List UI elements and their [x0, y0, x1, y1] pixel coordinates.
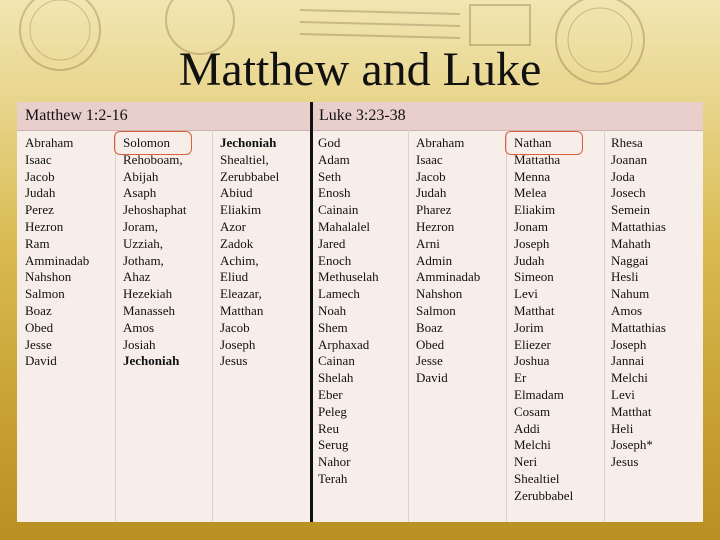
column-separator — [115, 130, 116, 522]
name-entry: Isaac — [416, 151, 443, 167]
name-entry: Levi — [514, 286, 538, 302]
name-entry: Eliakim — [220, 202, 262, 218]
name-entry: Neri — [514, 454, 538, 470]
name-entry: Simeon — [514, 269, 554, 285]
name-entry: Lamech — [318, 286, 360, 302]
matthew-column-2 — [123, 135, 187, 370]
name-entry: Jannai — [611, 353, 645, 369]
name-entry: God — [318, 135, 341, 150]
column-separator — [408, 130, 409, 522]
name-entry: Adam — [318, 151, 350, 167]
name-entry: Melchi — [611, 370, 648, 386]
name-entry: Azor — [220, 218, 246, 234]
name-entry: Mahalalel — [318, 218, 370, 234]
name-entry: Cainain — [318, 202, 359, 218]
name-entry: Asaph — [123, 185, 157, 201]
name-entry: Salmon — [25, 286, 65, 302]
name-entry: Admin — [416, 252, 453, 268]
name-entry: Obed — [25, 319, 54, 335]
name-entry: Shealtiel, — [220, 151, 269, 167]
column-separator — [212, 130, 213, 522]
name-entry: Addi — [514, 420, 540, 436]
name-entry: Isaac — [25, 151, 52, 167]
name-entry: Josech — [611, 185, 646, 201]
name-entry: Hesli — [611, 269, 639, 285]
name-entry: Mattathias — [611, 218, 666, 234]
name-entry: Joda — [611, 168, 635, 184]
name-entry: Nathan — [514, 135, 552, 150]
matthew-column-1 — [25, 135, 89, 370]
name-entry: Arphaxad — [318, 336, 370, 352]
name-entry: Rehoboam, — [123, 151, 183, 167]
name-entry: Jonam — [514, 218, 548, 234]
name-entry: David — [416, 370, 448, 386]
name-entry: Judah — [416, 185, 447, 201]
name-entry: Eliud — [220, 269, 249, 285]
name-entry: Jacob — [220, 319, 250, 335]
name-entry: Methuselah — [318, 269, 379, 285]
solomon-highlight-box — [114, 131, 192, 155]
name-entry: Mattathias — [611, 319, 666, 335]
name-entry: Enoch — [318, 252, 352, 268]
name-entry: Uzziah, — [123, 235, 164, 251]
luke-column-3 — [514, 135, 573, 505]
name-entry: Menna — [514, 168, 551, 184]
name-entry: Melchi — [514, 437, 551, 453]
name-entry: Matthat — [514, 302, 555, 318]
name-entry: Shem — [318, 319, 348, 335]
name-entry: Jesus — [611, 454, 639, 470]
name-entry: Nahor — [318, 454, 351, 470]
name-entry: Rhesa — [611, 135, 643, 150]
name-entry: Jesse — [25, 336, 52, 352]
name-entry: Amminadab — [25, 252, 90, 268]
name-entry: Boaz — [25, 302, 52, 318]
name-entry: Jehoshaphat — [123, 202, 187, 218]
name-entry: Jesse — [416, 353, 443, 369]
name-entry: Manasseh — [123, 302, 175, 318]
name-entry: Joshua — [514, 353, 550, 369]
name-entry: Jorim — [514, 319, 544, 335]
name-entry: Matthat — [611, 403, 652, 419]
name-entry: Levi — [611, 386, 635, 402]
name-entry: Zadok — [220, 235, 254, 251]
name-entry: Nahum — [611, 286, 650, 302]
name-entry: Abiud — [220, 185, 253, 201]
name-entry: Boaz — [416, 319, 443, 335]
name-entry: Arni — [416, 235, 440, 251]
name-entry: Eleazar, — [220, 286, 262, 302]
column-separator — [604, 130, 605, 522]
name-entry: Josiah — [123, 336, 156, 352]
name-entry: Ram — [25, 235, 50, 251]
name-entry: Jotham, — [123, 252, 164, 268]
name-entry: Amminadab — [416, 269, 481, 285]
name-entry: Abijah — [123, 168, 159, 184]
name-entry: Pharez — [416, 202, 452, 218]
name-entry: Jesus — [220, 353, 248, 369]
name-entry: Joseph — [514, 235, 550, 251]
name-entry: Amos — [611, 302, 643, 318]
name-entry: Hezron — [416, 218, 455, 234]
name-entry: Eber — [318, 386, 343, 402]
name-entry: Seth — [318, 168, 342, 184]
name-entry: Joanan — [611, 151, 648, 167]
name-entry: Joseph — [611, 336, 647, 352]
name-entry: Nahshon — [416, 286, 463, 302]
name-entry: Eliakim — [514, 202, 556, 218]
name-entry: Jechoniah — [220, 135, 277, 150]
name-entry: Mattatha — [514, 151, 561, 167]
name-entry: Cosam — [514, 403, 551, 419]
name-entry: Heli — [611, 420, 634, 436]
name-entry: Terah — [318, 470, 348, 486]
name-entry: Elmadam — [514, 386, 564, 402]
name-entry: Enosh — [318, 185, 351, 201]
name-entry: Zerubbabel — [220, 168, 280, 184]
name-entry: Noah — [318, 302, 347, 318]
name-entry: Matthan — [220, 302, 264, 318]
name-entry: Jacob — [25, 168, 55, 184]
name-entry: Jechoniah — [123, 353, 180, 369]
name-entry: David — [25, 353, 57, 369]
slide-title: Matthew and Luke — [178, 43, 542, 96]
name-entry: Judah — [25, 185, 56, 201]
name-entry: Jacob — [416, 168, 446, 184]
name-entry: Ahaz — [123, 269, 151, 285]
name-entry: Cainan — [318, 353, 355, 369]
name-entry: Abraham — [416, 135, 465, 150]
column-separator — [506, 130, 507, 522]
name-entry: Hezekiah — [123, 286, 173, 302]
header-matthew: Matthew 1:2-16 — [25, 107, 128, 124]
luke-column-1 — [318, 135, 379, 488]
name-entry: Eliezer — [514, 336, 551, 352]
name-entry: Shelah — [318, 370, 354, 386]
name-entry: Mahath — [611, 235, 651, 251]
name-entry: Naggai — [611, 252, 649, 268]
name-entry: Hezron — [25, 218, 64, 234]
name-entry: Zerubbabel — [514, 487, 574, 503]
name-entry: Perez — [25, 202, 54, 218]
name-entry: Amos — [123, 319, 155, 335]
genealogy-table — [17, 102, 703, 522]
name-entry: Achim, — [220, 252, 259, 268]
matthew-luke-divider — [310, 102, 313, 522]
name-entry: Joseph — [220, 336, 256, 352]
name-entry: Shealtiel — [514, 470, 560, 486]
name-entry: Semein — [611, 202, 650, 218]
name-entry: Joram, — [123, 218, 159, 234]
luke-column-2 — [416, 135, 480, 387]
name-entry: Judah — [514, 252, 545, 268]
name-entry: Serug — [318, 437, 349, 453]
name-entry: Obed — [416, 336, 445, 352]
name-entry: Er — [514, 370, 527, 386]
name-entry: Joseph* — [611, 437, 653, 453]
name-entry: Melea — [514, 185, 547, 201]
nathan-highlight-box — [505, 131, 583, 155]
name-entry: Peleg — [318, 403, 347, 419]
name-entry: Abraham — [25, 135, 74, 150]
name-entry: Nahshon — [25, 269, 72, 285]
table-header — [17, 102, 703, 131]
luke-column-4 — [611, 135, 666, 471]
header-luke: Luke 3:23-38 — [319, 107, 406, 124]
name-entry: Jared — [318, 235, 346, 251]
name-entry: Reu — [318, 420, 339, 436]
name-entry: Solomon — [123, 135, 170, 150]
name-entry: Salmon — [416, 302, 456, 318]
matthew-column-3 — [220, 135, 279, 370]
